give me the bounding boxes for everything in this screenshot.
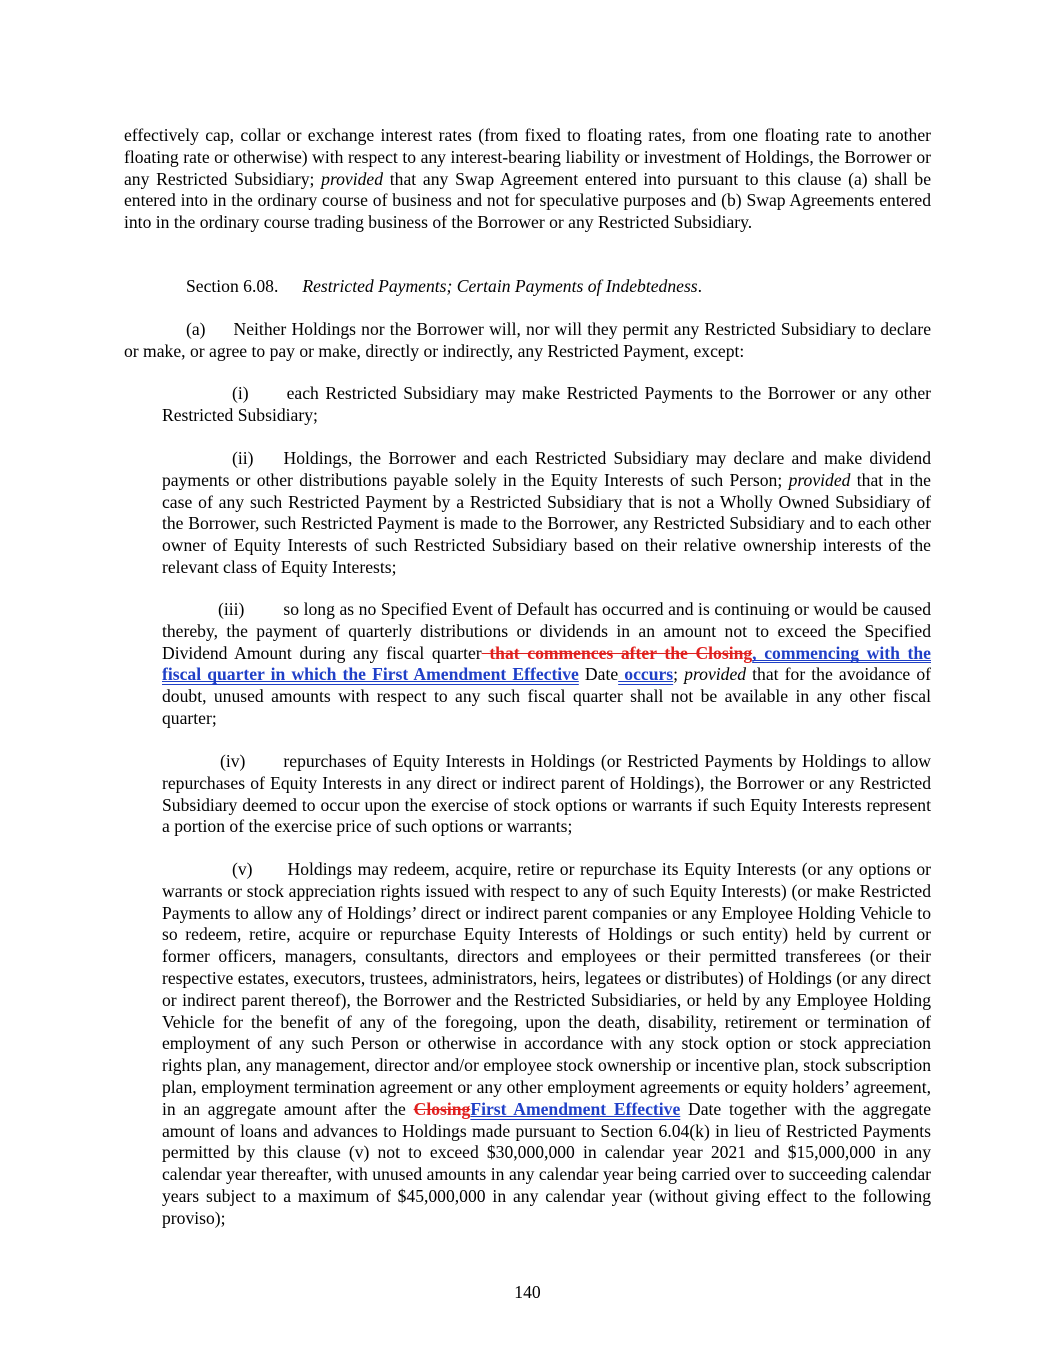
- clause-iii-proviso-italic: provided: [684, 664, 747, 685]
- clause-v-label: (v): [232, 859, 253, 879]
- clause-iii-deletion: that commences after the Closing: [481, 642, 753, 663]
- clause-v-text-1: Holdings may redeem, acquire, retire or repurchase its Equity Interests (or any options or warrants or stock appreciation rights issued with respect to any of such Equity Interests) (or make Restricted Payments to allow any of Holdings’ direct or indirect parent companies or any Employee Holding Vehicle to so redeem, retire, acquire or repurchase Equity Interests of Holdings or such entity) held by current or former officers, managers, consultants, directors and employees or their permitted transferees (or their respective estates, executors, trustees, administrators, heirs, legatees or distributes) of Holdings (or any direct or indirect parent thereof), the Borrower and the Restricted Subsidiaries, or held by any Employee Holding Vehicle for the benefit of any of the foregoing, upon the death, disability, retirement or termination of employment of any such Person or otherwise in accordance with any stock option or stock appreciation rights plan, any management, director and/or employee stock ownership or incentive plan, stock subscription plan, employment termination agreement or any other employment agreements or equity holders’ agreement, in an aggregate amount after the: [162, 859, 932, 1119]
- clause-iii-text-3: ;: [673, 664, 685, 685]
- carryover-proviso-italic: provided: [321, 168, 384, 189]
- paragraph-a-text: Neither Holdings nor the Borrower will, nor will they permit any Restricted Subsidiary to declare or make, or agree to pay or make, directly or indirectly, any Restricted Payment, except:: [124, 319, 931, 361]
- clause-iii-text-4: that for the avoidance of doubt, unused amounts with respect to any such fiscal quarter shall not be available in any other fiscal quarter;: [162, 664, 931, 728]
- section-heading: [186, 276, 702, 298]
- clause-ii-proviso-italic: provided: [788, 469, 851, 490]
- carryover-text-2: that any Swap Agreement entered into pursuant to this clause (a) shall be entered into in the ordinary course of business and not for speculative purposes and (b) Swap Agreements entered into in the ordinary course trading business of the Borrower or any Restricted Subsidiary.: [124, 168, 932, 233]
- carryover-paragraph: [124, 125, 931, 234]
- clause-iv-text: repurchases of Equity Interests in Holdings (or Restricted Payments by Holdings to allow repurchases of Equity Interests in any direct or indirect parent of Holdings), the Borrower or any Restricted Subsidiary deemed to occur upon the exercise of stock options or warrants if such Equity Interests represent a portion of the exercise price of such options or warrants;: [162, 751, 931, 837]
- clause-ii: [162, 448, 931, 579]
- clause-iii-insertion-1: , commencing with the fiscal quarter in which the First Amendment Effective: [162, 642, 931, 685]
- clause-iii-text-1: so long as no Specified Event of Default has occurred and is continuing or would be caused thereby, the payment of quarterly distributions or dividends in an amount not to exceed the Specified Dividend Amount during any fiscal quarter: [162, 599, 931, 663]
- clause-v: [162, 859, 931, 1230]
- section-number: Section 6.08.: [186, 276, 279, 296]
- clause-iii: [162, 599, 931, 730]
- clause-ii-label: (ii): [232, 448, 254, 468]
- section-title: Restricted Payments; Certain Payments of Indebtedness: [302, 276, 698, 296]
- clause-v-insertion: First Amendment Effective: [470, 1098, 681, 1119]
- clause-v-text-2: Date together with the aggregate amount of loans and advances to Holdings made pursuant to Section 6.04(k) in lieu of Restricted Payments permitted by this clause (v) not to exceed $30,000,000 in calendar year 2021 and $15,000,000 in any calendar year thereafter, with unused amounts in any calendar year being carried over to succeeding calendar years subject to a maximum of $45,000,000 in any calendar year (without giving effect to the following proviso);: [162, 1098, 931, 1228]
- clause-v-deletion: Closing: [413, 1098, 471, 1119]
- clause-iii-text-2: Date: [578, 664, 619, 685]
- clause-iv: [162, 751, 931, 838]
- carryover-text-1: effectively cap, collar or exchange interest rates (from fixed to floating rates, from one floating rate to another floating rate or otherwise) with respect to any interest-bearing liability or investment of Holdings, the Borrower or any Restricted Subsidiary;: [124, 125, 931, 189]
- section-title-period: .: [697, 276, 703, 296]
- paragraph-a-label: (a): [186, 319, 206, 339]
- page-number: 140: [514, 1282, 541, 1302]
- clause-iii-insertion-2: occurs: [618, 664, 674, 685]
- clause-ii-text-2: that in the case of any such Restricted Payment by a Restricted Subsidiary that is not a Wholly Owned Subsidiary of the Borrower, such Restricted Payment is made to the Borrower, any Restricted Subsidiary and to each other owner of Equity Interests of such Restricted Subsidiary based on their relative ownership interests of the relevant class of Equity Interests;: [162, 469, 931, 577]
- paragraph-a: [124, 319, 931, 363]
- clause-iii-label: (iii): [218, 599, 245, 619]
- clause-iv-label: (iv): [220, 751, 246, 771]
- clause-ii-text-1: Holdings, the Borrower and each Restricted Subsidiary may declare and make dividend payments or other distributions payable solely in the Equity Interests of such Person;: [162, 448, 931, 490]
- clause-i-text: each Restricted Subsidiary may make Restricted Payments to the Borrower or any other Restricted Subsidiary;: [162, 383, 931, 425]
- clause-i-label: (i): [232, 383, 249, 403]
- clause-i: [162, 383, 931, 427]
